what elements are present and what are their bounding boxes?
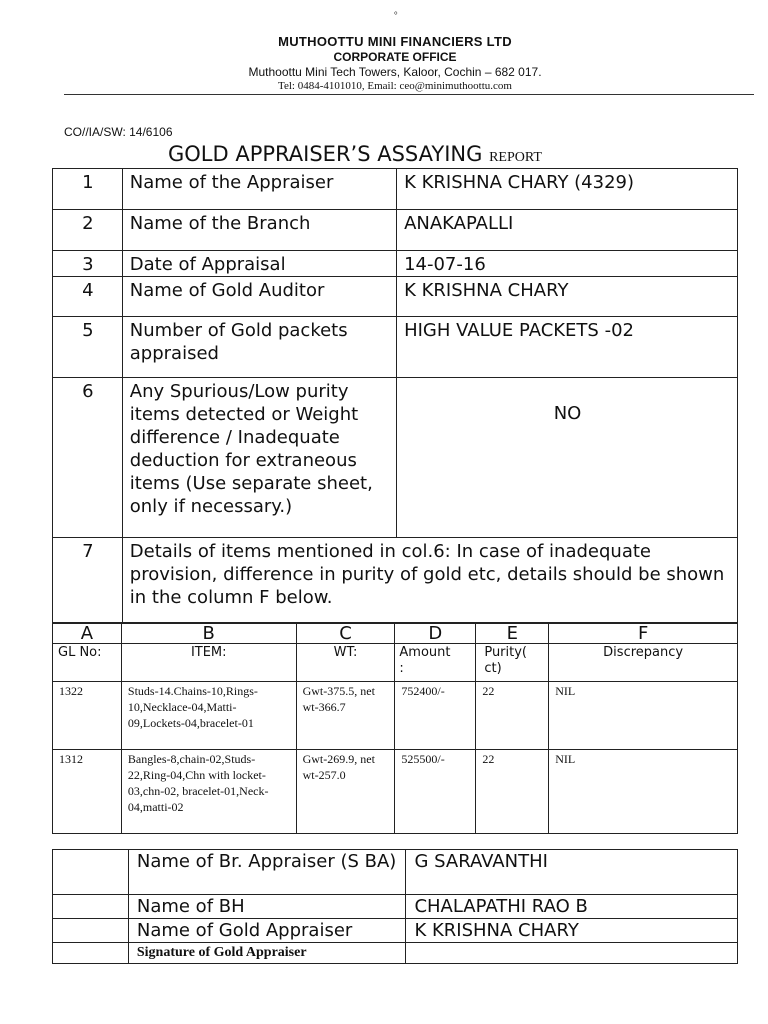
items-table xyxy=(52,622,738,834)
company-name: MUTHOOTTU MINI FINANCIERS LTD xyxy=(278,34,512,49)
column-header: WT: xyxy=(296,644,395,682)
row-number: 4 xyxy=(53,277,123,317)
blank-cell xyxy=(53,850,129,895)
gl-number: 1322 xyxy=(53,682,122,750)
detail-row xyxy=(53,169,738,210)
bh-value: CHALAPATHI RAO B xyxy=(406,895,738,919)
detail-row xyxy=(53,317,738,378)
signature-space xyxy=(406,943,738,964)
detail-row-7 xyxy=(53,538,738,624)
blank-cell xyxy=(53,919,129,943)
office-address: Muthoottu Mini Tech Towers, Kaloor, Cochin – 682 017. xyxy=(248,65,542,79)
item-list: Studs-14.Chains-10,Rings-10,Necklace-04,Matti-09,Lockets-04,bracelet-01 xyxy=(121,682,296,750)
row-number: 6 xyxy=(53,378,123,538)
detail-row xyxy=(53,277,738,317)
gold-appraiser-label: Name of Gold Appraiser xyxy=(128,919,406,943)
gold-appraiser-value: K KRISHNA CHARY xyxy=(406,919,738,943)
item-weight: Gwt-269.9, net wt-257.0 xyxy=(296,750,395,834)
detail-value: K KRISHNA CHARY (4329) xyxy=(397,169,738,210)
blank-cell xyxy=(53,895,129,919)
column-header: GL No: xyxy=(53,644,122,682)
item-discrepancy: NIL xyxy=(549,750,738,834)
table-row xyxy=(53,682,738,750)
title-suffix: REPORT xyxy=(489,150,542,165)
detail-value: HIGH VALUE PACKETS -02 xyxy=(397,317,738,378)
gl-number: 1312 xyxy=(53,750,122,834)
row-number: 5 xyxy=(53,317,123,378)
detail-instruction: Details of items mentioned in col.6: In case of inadequate provision, difference in purity of gold etc, details should be shown in the column F below. xyxy=(122,538,737,624)
signoff-table xyxy=(52,849,738,964)
signoff-row xyxy=(53,919,738,943)
signoff-row xyxy=(53,943,738,964)
detail-row xyxy=(53,210,738,251)
detail-label: Any Spurious/Low purity items detected or Weight difference / Inadequate deduction for extraneous items (Use separate sheet, only if necessary.) xyxy=(122,378,396,538)
item-list: Bangles-8,chain-02,Studs-22,Ring-04,Chn with locket-03,chn-02, bracelet-01,Neck-04,matti-02 xyxy=(121,750,296,834)
item-weight: Gwt-375.5, net wt-366.7 xyxy=(296,682,395,750)
detail-label: Name of the Branch xyxy=(122,210,396,251)
office-name: CORPORATE OFFICE xyxy=(333,50,457,64)
signoff-row xyxy=(53,850,738,895)
item-purity: 22 xyxy=(476,750,549,834)
row-number: 7 xyxy=(53,538,123,624)
detail-label: Name of Gold Auditor xyxy=(122,277,396,317)
detail-row xyxy=(53,251,738,277)
detail-value: 14-07-16 xyxy=(397,251,738,277)
detail-label: Name of the Appraiser xyxy=(122,169,396,210)
detail-value: NO xyxy=(397,378,738,538)
column-letter: E xyxy=(476,623,549,644)
column-letter: A xyxy=(53,623,122,644)
column-letter-row xyxy=(53,623,738,644)
appraisal-details-table xyxy=(52,168,738,624)
office-contact: Tel: 0484-4101010, Email: ceo@minimuthoottu.com xyxy=(278,80,512,92)
column-letter: F xyxy=(549,623,738,644)
page-title xyxy=(168,142,542,166)
column-header: ITEM: xyxy=(121,644,296,682)
item-amount: 752400/- xyxy=(395,682,476,750)
column-header: Amount : xyxy=(395,644,476,682)
table-row xyxy=(53,750,738,834)
reference-number: CO//IA/SW: 14/6106 xyxy=(64,125,173,139)
column-letter: D xyxy=(395,623,476,644)
column-header-row xyxy=(53,644,738,682)
detail-row xyxy=(53,378,738,538)
signoff-row xyxy=(53,895,738,919)
blank-cell xyxy=(53,943,129,964)
column-header: Purity( ct) xyxy=(476,644,549,682)
row-number: 2 xyxy=(53,210,123,251)
item-purity: 22 xyxy=(476,682,549,750)
header-mark: ° xyxy=(394,10,398,20)
row-number: 1 xyxy=(53,169,123,210)
item-amount: 525500/- xyxy=(395,750,476,834)
signature-label: Signature of Gold Appraiser xyxy=(128,943,406,964)
br-appraiser-label: Name of Br. Appraiser (S BA) xyxy=(128,850,406,895)
item-discrepancy: NIL xyxy=(549,682,738,750)
detail-label: Number of Gold packets appraised xyxy=(122,317,396,378)
detail-label: Date of Appraisal xyxy=(122,251,396,277)
column-letter: C xyxy=(296,623,395,644)
detail-value: ANAKAPALLI xyxy=(397,210,738,251)
header-divider xyxy=(64,94,754,95)
column-letter: B xyxy=(121,623,296,644)
column-header: Discrepancy xyxy=(549,644,738,682)
bh-label: Name of BH xyxy=(128,895,406,919)
title-main: GOLD APPRAISER’S ASSAYING xyxy=(168,142,483,166)
detail-value: K KRISHNA CHARY xyxy=(397,277,738,317)
row-number: 3 xyxy=(53,251,123,277)
br-appraiser-value: G SARAVANTHI xyxy=(406,850,738,895)
